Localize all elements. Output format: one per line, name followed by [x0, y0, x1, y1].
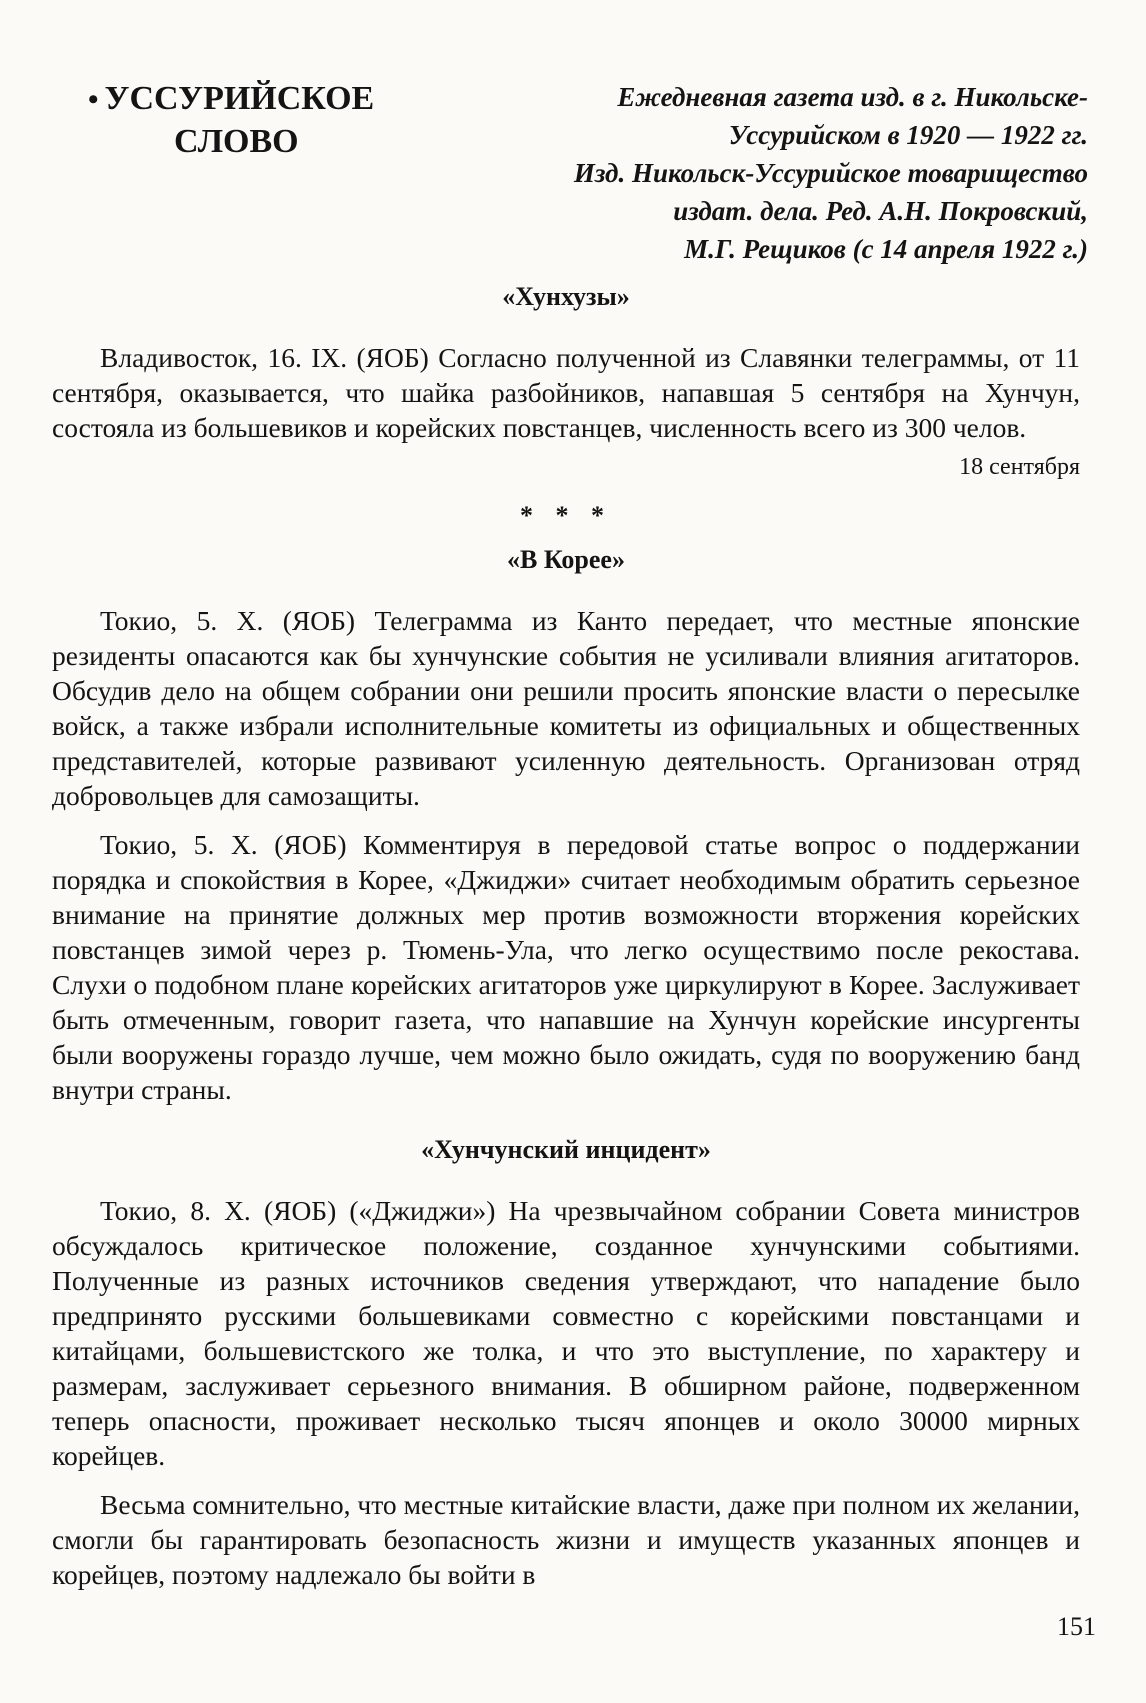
newspaper-title [88, 78, 448, 163]
paragraph: Владивосток, 16. IX. (ЯОБ) Согласно полученной из Славянки телеграммы, от 11 сентября, оказывается, что шайка разбойников, напавшая 5 сентября на Хунчун, состояла из большевиков и корейских повстанцев, численность всего из 300 челов. [52, 342, 1080, 443]
page-number: 151 [1057, 1612, 1096, 1641]
newspaper-title-line1 [88, 78, 448, 121]
section-title-korea: «В Корее» [507, 545, 625, 574]
article-body [52, 280, 1080, 1592]
section-title-hunhuzy: «Хунхузы» [502, 282, 630, 311]
paragraph: Весьма сомнительно, что местные китайские власти, даже при полном их желании, смогли бы гарантировать безопасность жизни и имуществ указанных японцев и корейцев, поэтому надлежало бы войти в [52, 1489, 1080, 1590]
paragraph: Токио, 8. X. (ЯОБ) («Джиджи») На чрезвычайном собрании Совета министров обсуждалось критическое положение, созданное хунчунскими событиями. Полученные из разных источников сведения утверждают, что нападение было предпринято русскими большевиками совместно с корейскими повстанцами и китайцами, большевистского же толка, и что это выступление, по характеру и размерам, заслуживает серьезного внимания. В обширном районе, подверженном теперь опасности, проживает несколько тысяч японцев и около 30000 мирных корейцев. [52, 1195, 1080, 1471]
section-title-incident: «Хунчунский инцидент» [421, 1135, 711, 1164]
pub-info-line: издат. дела. Ред. А.Н. Покровский, [673, 196, 1088, 226]
pub-info-line: М.Г. Рещиков (с 14 апреля 1922 г.) [684, 234, 1088, 264]
pub-info-line: Изд. Никольск-Уссурийское товарищество [573, 158, 1088, 188]
dateline: 18 сентября [959, 454, 1080, 480]
section-separator: * * * [520, 501, 612, 530]
newspaper-title-line2: СЛОВО [174, 123, 299, 160]
paragraph: Токио, 5. X. (ЯОБ) Телеграмма из Канто передает, что местные японские резиденты опасаются как бы хунчунские события не усиливали влияния агитаторов. Обсудив дело на общем собрании они решили просить японские власти о пересылке войск, а также избрали исполнительные комитеты из официальных и общественных представителей, которые развивают усиленную деятельность. Организован отряд добровольцев для самозащиты. [52, 605, 1080, 811]
publication-info [478, 78, 1088, 268]
title-text-1: УССУРИЙСКОЕ [104, 80, 375, 117]
pub-info-line: Ежедневная газета изд. в г. Никольске- [617, 82, 1088, 112]
entry-header [88, 78, 1088, 288]
paragraph: Токио, 5. X. (ЯОБ) Комментируя в передовой статье вопрос о поддержании порядка и спокойствия в Корее, «Джиджи» считает необходимым обратить серьезное внимание на принятие должных мер против возможности вторжения корейских повстанцев зимой через р. Тюмень-Ула, что легко осуществимо после рекостава. Слухи о подобном плане корейских агитаторов уже циркулируют в Корее. Заслуживает быть отмеченным, говорит газета, что напавшие на Хунчун корейские инсургенты были вооружены гораздо лучше, чем можно было ожидать, судя по вооружению банд внутри страны. [52, 829, 1080, 1105]
bullet-icon: • [88, 83, 99, 116]
pub-info-line: Уссурийском в 1920 — 1922 гг. [728, 120, 1088, 150]
